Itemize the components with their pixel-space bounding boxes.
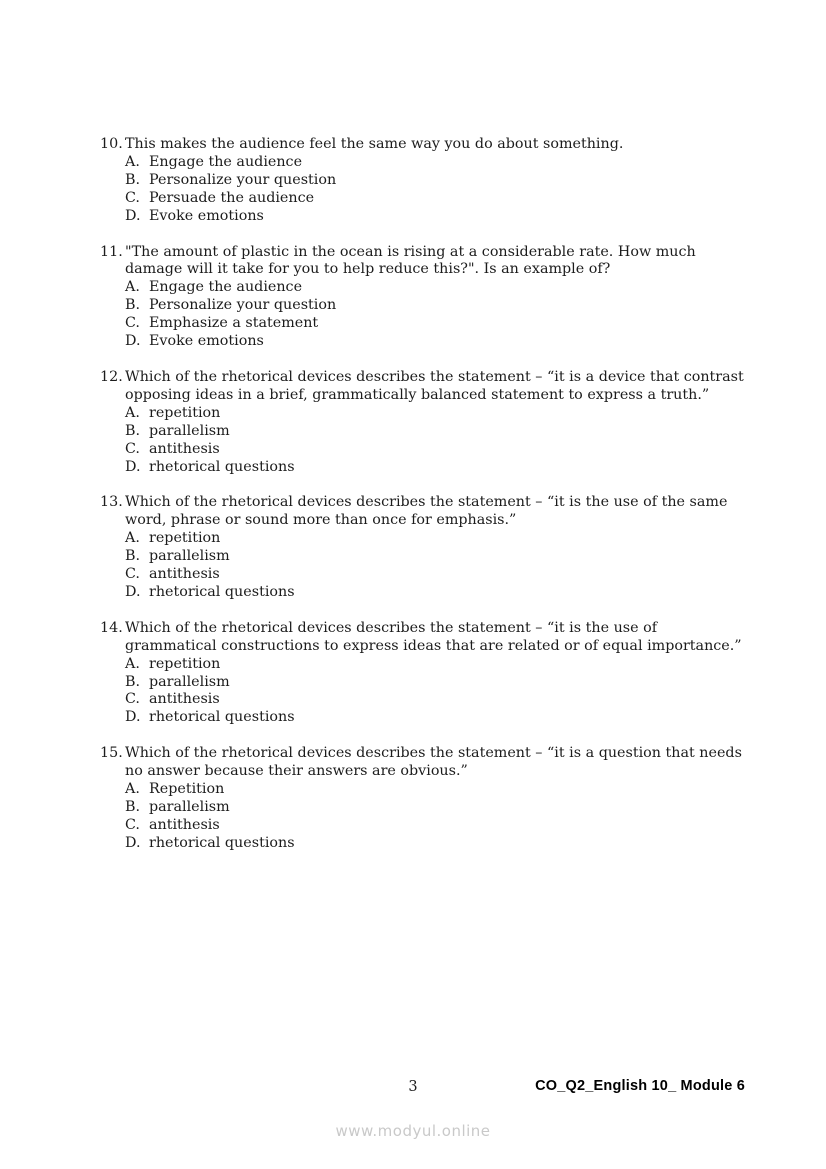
question-text: Which of the rhetorical devices describes the statement – “it is the use of the same word, phrase or sound more than once for emphasis.” [125, 494, 728, 529]
question-number: 10. [100, 136, 123, 152]
question-number: 14. [100, 619, 123, 636]
option-row [100, 799, 752, 817]
option-letter: D. [125, 709, 141, 726]
option-text: parallelism [149, 799, 230, 815]
option-letter: A. [125, 279, 140, 296]
question-block [100, 620, 752, 727]
option-letter: B. [125, 422, 141, 439]
option-letter: A. [125, 781, 140, 798]
footer-page-number: 3 [408, 1079, 418, 1095]
option-row [100, 315, 752, 333]
option-letter: C. [125, 691, 140, 708]
question-line [100, 244, 752, 280]
option-letter: B. [125, 548, 141, 565]
option-text: rhetorical questions [149, 709, 295, 726]
question-block [100, 136, 752, 226]
option-row [100, 566, 752, 584]
option-row [100, 441, 752, 459]
question-number: 13. [100, 494, 123, 511]
option-letter: D. [125, 834, 141, 851]
option-row [100, 405, 752, 423]
option-letter: B. [125, 673, 141, 690]
option-letter: C. [125, 440, 140, 457]
option-text: Emphasize a statement [149, 315, 319, 332]
option-letter: A. [125, 530, 140, 547]
option-text: Personalize your question [149, 297, 337, 314]
question-number: 12. [100, 368, 123, 385]
option-row [100, 208, 752, 226]
option-text: antithesis [149, 440, 220, 457]
option-text: Evoke emotions [149, 333, 264, 350]
option-row [100, 333, 752, 351]
question-line [100, 369, 752, 405]
option-text: Repetition [149, 781, 225, 798]
option-text: Engage the audience [149, 153, 303, 170]
option-row [100, 835, 752, 853]
question-number: 15. [100, 745, 123, 762]
option-row [100, 423, 752, 441]
option-row [100, 154, 752, 172]
question-text: Which of the rhetorical devices describes the statement – “it is a question that needs no answer because their answers are obvious.” [125, 745, 742, 780]
option-row [100, 297, 752, 315]
option-row [100, 674, 752, 692]
option-text: parallelism [149, 548, 230, 565]
footer-module-label: CO_Q2_English 10_ Module 6 [535, 1078, 745, 1094]
option-text: antithesis [149, 691, 220, 708]
option-row [100, 530, 752, 548]
question-line [100, 620, 752, 656]
option-letter: C. [125, 189, 140, 206]
watermark-text: www.modyul.online [335, 1122, 491, 1140]
option-text: Engage the audience [149, 279, 303, 296]
option-text: rhetorical questions [149, 583, 295, 600]
option-text: repetition [149, 530, 221, 547]
option-letter: D. [125, 333, 141, 350]
option-letter: B. [125, 171, 141, 188]
option-letter: A. [125, 153, 140, 170]
option-text: rhetorical questions [149, 458, 295, 475]
option-letter: D. [125, 583, 141, 600]
question-text: Which of the rhetorical devices describes the statement – “it is a device that contrast opposing ideas in a brief, grammatically balanced statement to express a truth.” [125, 368, 744, 403]
option-letter: B. [125, 297, 141, 314]
option-row [100, 172, 752, 190]
option-row [100, 781, 752, 799]
option-letter: C. [125, 315, 140, 332]
option-text: parallelism [149, 422, 230, 439]
option-letter: C. [125, 816, 140, 833]
option-text: Personalize your question [149, 171, 337, 188]
question-line [100, 494, 752, 530]
option-row [100, 656, 752, 674]
option-row [100, 584, 752, 602]
question-text: "The amount of plastic in the ocean is rising at a considerable rate. How much damage will it take for you to help reduce this?". Is an example of? [125, 243, 696, 278]
option-text: Evoke emotions [149, 207, 264, 224]
option-text: antithesis [149, 566, 220, 583]
option-letter: A. [125, 404, 140, 421]
option-text: antithesis [149, 816, 220, 833]
option-text: repetition [149, 404, 221, 421]
option-row [100, 709, 752, 727]
question-line [100, 136, 752, 154]
question-block [100, 244, 752, 351]
option-row [100, 691, 752, 709]
question-line [100, 745, 752, 781]
option-row [100, 817, 752, 835]
option-row [100, 459, 752, 477]
option-text: parallelism [149, 673, 230, 690]
option-row [100, 190, 752, 208]
question-number: 11. [100, 243, 123, 260]
question-block [100, 369, 752, 476]
option-letter: D. [125, 458, 141, 475]
option-letter: A. [125, 655, 140, 672]
question-block [100, 745, 752, 852]
option-letter: D. [125, 207, 141, 224]
option-text: Persuade the audience [149, 189, 315, 206]
question-text: This makes the audience feel the same way you do about something. [125, 136, 624, 152]
question-block [100, 494, 752, 601]
option-letter: B. [125, 799, 141, 815]
option-letter: C. [125, 566, 140, 583]
question-text: Which of the rhetorical devices describes the statement – “it is the use of grammatical constructions to express ideas that are related or of equal importance.” [125, 619, 742, 654]
option-row [100, 548, 752, 566]
option-text: repetition [149, 655, 221, 672]
questions-list [100, 136, 752, 871]
option-text: rhetorical questions [149, 834, 295, 851]
option-row [100, 279, 752, 297]
